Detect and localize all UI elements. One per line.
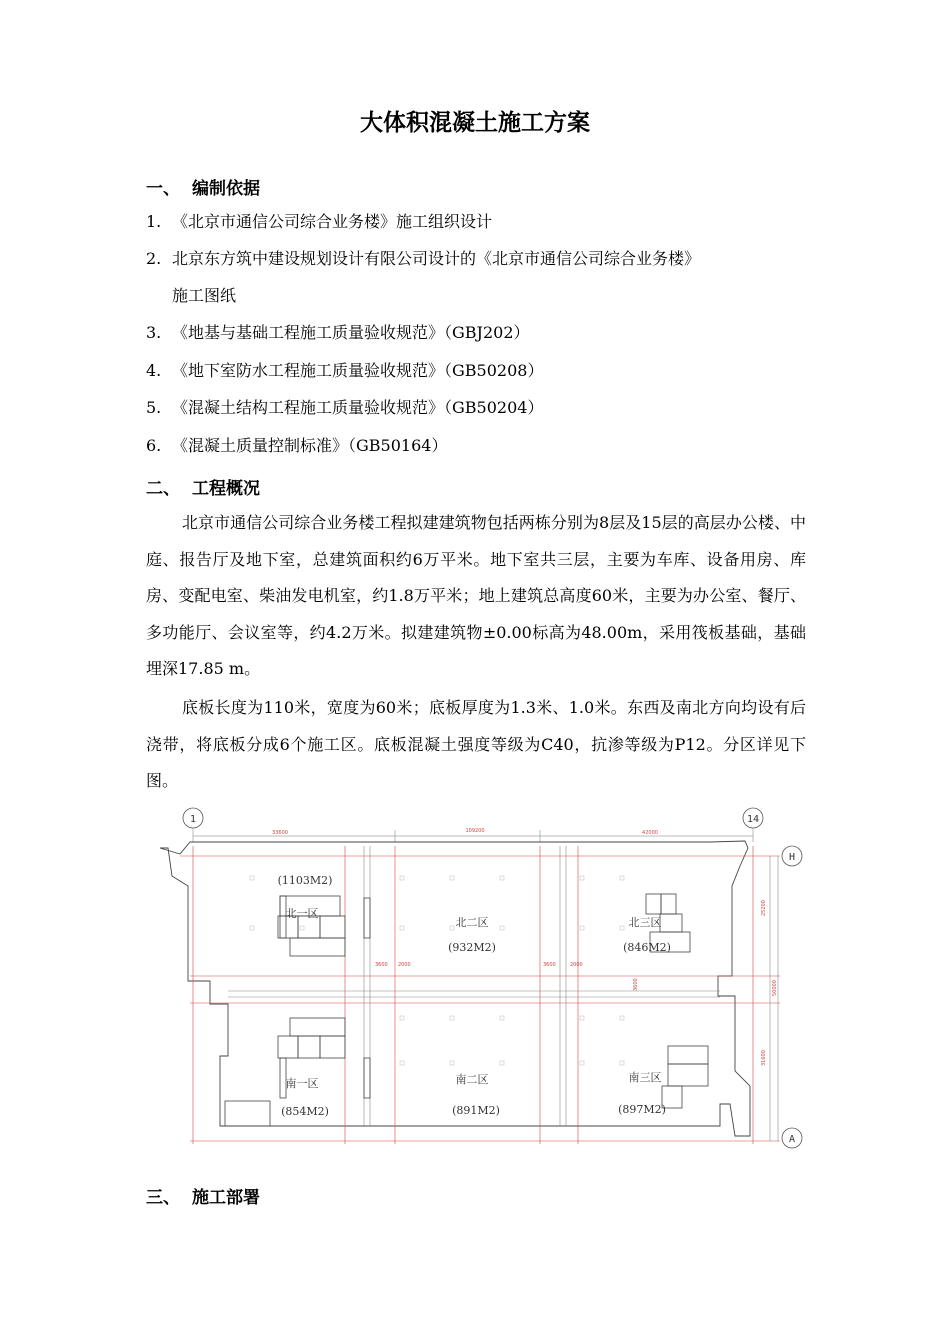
dimension-text: 3600 [633, 978, 639, 991]
axis-label: 1 [189, 814, 197, 825]
zone-name: 南二区 [455, 1073, 489, 1086]
basis-item-1 [146, 203, 816, 240]
zone-area: (854M2) [281, 1105, 329, 1118]
zone-area: (932M2) [448, 941, 496, 954]
item-text: 《地下室防水工程施工质量验收规范》（GB50208） [172, 361, 544, 380]
column-grid [250, 876, 624, 1065]
section-number: 三、 [146, 1188, 180, 1208]
building-outline [160, 841, 750, 1136]
item-text: 《地基与基础工程施工质量验收规范》（GBJ202） [172, 323, 530, 342]
zone-south-1 [281, 1077, 329, 1118]
zone-north-3 [623, 916, 671, 954]
zone-south-2 [452, 1073, 500, 1117]
zone-area: (897M2) [618, 1103, 666, 1116]
axis-label: 14 [746, 814, 760, 825]
red-grid-lines [180, 846, 780, 1144]
top-dimension-line [193, 828, 753, 842]
zone-name: 北一区 [285, 907, 319, 920]
section-heading-2 [146, 474, 260, 499]
basis-item-2 [146, 240, 816, 277]
dimension-text: 31600 [761, 1050, 767, 1066]
section-heading-1 [146, 174, 260, 199]
dimension-text: 2000 [570, 962, 583, 968]
item-number: 4. [146, 361, 162, 380]
axis-marker-A [782, 1128, 802, 1148]
zone-area: (891M2) [452, 1104, 500, 1117]
section-title: 工程概况 [192, 479, 260, 499]
zone-north-2 [448, 916, 496, 954]
zone-name: 南一区 [285, 1077, 319, 1090]
middle-dimensions [375, 962, 583, 968]
zone-south-3 [618, 1071, 666, 1116]
item-number: 2. [146, 249, 162, 268]
zone-area: (1103M2) [277, 874, 333, 887]
basis-item-6 [146, 427, 816, 464]
basis-item-5 [146, 389, 816, 426]
item-text: 北京东方筑中建设规划设计有限公司设计的《北京市通信公司综合业务楼》 [172, 249, 701, 268]
section-title: 施工部署 [192, 1188, 260, 1208]
foundation-zoning-plan [150, 806, 810, 1151]
dimension-text: 2000 [398, 962, 411, 968]
item-number: 1. [146, 212, 162, 231]
dimension-text: 33600 [272, 830, 288, 836]
dimension-text: 50000 [772, 980, 778, 996]
section-heading-3 [146, 1183, 260, 1208]
dimension-text: 109200 [465, 828, 485, 834]
item-number: 3. [146, 323, 162, 342]
item-number: 5. [146, 398, 162, 417]
axis-label: A [788, 1134, 796, 1145]
dimension-text: 3600 [375, 962, 388, 968]
right-dimension-line [633, 856, 778, 1141]
zone-name: 南三区 [628, 1071, 662, 1084]
axis-marker-1 [183, 808, 203, 828]
zone-name: 北二区 [455, 916, 489, 929]
basis-item-4 [146, 352, 816, 389]
dimension-text: 25200 [761, 900, 767, 916]
item-text: 《北京市通信公司综合业务楼》施工组织设计 [172, 212, 493, 231]
item-number: 6. [146, 436, 162, 455]
item-text-continued: 施工图纸 [172, 286, 237, 305]
overview-paragraph-1: 北京市通信公司综合业务楼工程拟建建筑物包括两栋分别为8层及15层的高层办公楼、中庭、报告厅及地下室，总建筑面积约6万平米。地下室共三层，主要为车库、设备用房、库房、变配电室、柴油发电机室，约1.8万平米；地上建筑总高度60米，主要为办公室、餐厅、多功能厅、会议室等，约4.2万米。拟建建筑物±0.00标高为48.00m，采用筏板基础，基础埋深17.85 m。 [146, 513, 806, 678]
axis-marker-H [782, 846, 802, 866]
basis-item-3 [146, 314, 816, 351]
item-text: 《混凝土结构工程施工质量验收规范》（GB50204） [172, 398, 544, 417]
zone-area: (846M2) [623, 941, 671, 954]
document-title: 大体积混凝土施工方案 [360, 110, 590, 136]
section-number: 二、 [146, 479, 180, 499]
dimension-text: 42000 [642, 830, 658, 836]
basis-item-2-continued [172, 277, 842, 314]
dimension-text: 3600 [543, 962, 556, 968]
section-title: 编制依据 [192, 179, 260, 199]
item-text: 《混凝土质量控制标准》（GB50164） [172, 436, 448, 455]
overview-paragraph-2: 底板长度为110米，宽度为60米；底板厚度为1.3米、1.0米。东西及南北方向均设有后浇带，将底板分成6个施工区。底板混凝土强度等级为C40，抗渗等级为P12。分区详见下图。 [146, 698, 806, 790]
zone-name: 北三区 [628, 916, 662, 929]
section-number: 一、 [146, 179, 180, 199]
axis-marker-14 [743, 808, 763, 828]
axis-label: H [788, 852, 796, 863]
